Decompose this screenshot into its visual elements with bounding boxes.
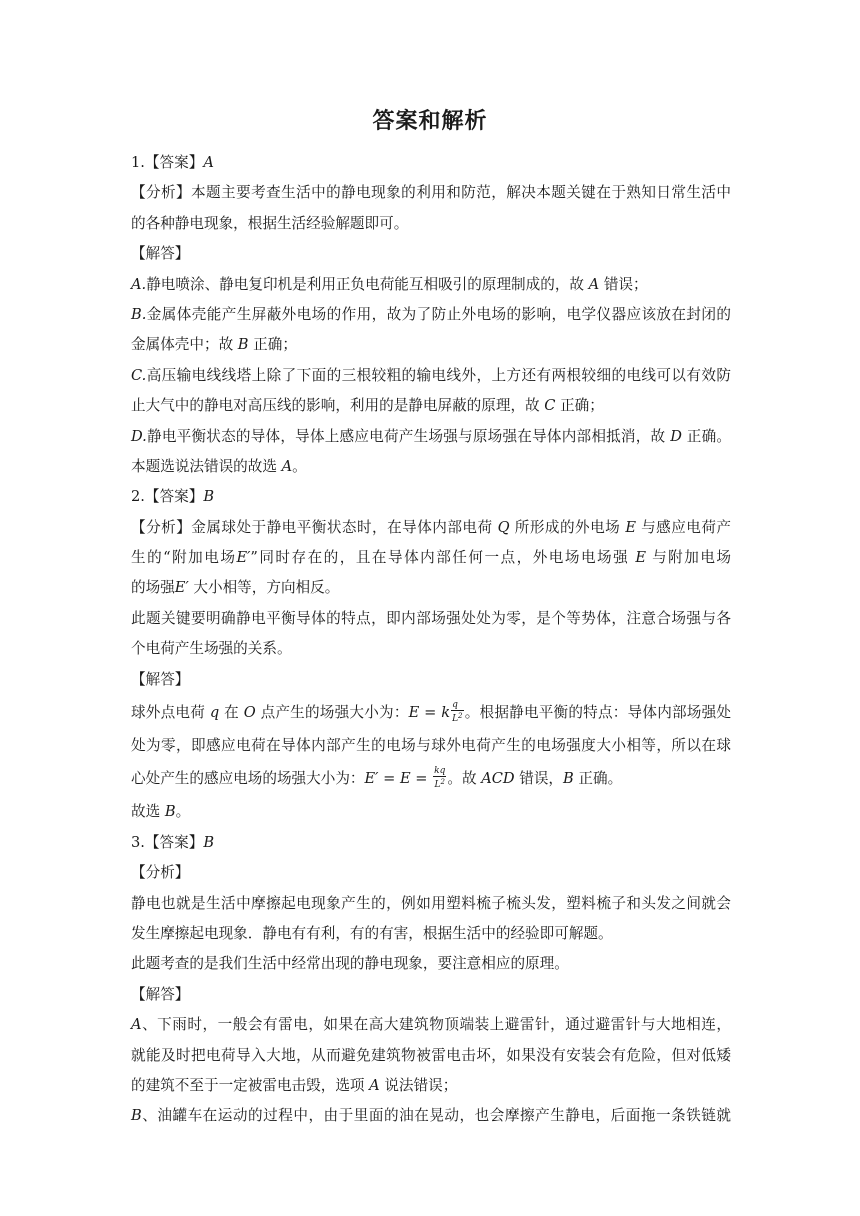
q2-answer: 2.【答案】B (131, 488, 215, 506)
q1-analysis-line: 的各种静电现象，根据生活经验解题即可。 (131, 214, 409, 232)
q2-analysis-line: 【分析】金属球处于静电平衡状态时，在导体内部电荷 Q 所形成的外电场 E 与感应电荷产 (131, 518, 731, 536)
q3-solution-line: 就能及时把电荷导入大地，从而避免建筑物被雷电击坏，如果没有安装会有危险，但对低矮 (131, 1046, 731, 1064)
q3-solution-line: 的建筑不至于一定被雷电击毁，选项 A 说法错误； (131, 1076, 458, 1094)
q2-conclusion: 故选 B。 (131, 803, 191, 821)
fraction-q-over-l2: $\frac{q}{L^2}$ (452, 700, 463, 725)
q1-analysis-line: 【分析】本题主要考查生活中的静电现象的利用和防范，解决本题关键在于熟知日常生活中 (131, 184, 731, 202)
q2-analysis-line: 个电荷产生场强的关系。 (131, 640, 292, 658)
q1-solution-line: A.静电喷涂、静电复印机是利用正负电荷能互相吸引的原理制成的，故 A 错误； (131, 275, 648, 293)
fraction-kq-over-l2: $\frac{kq}{L^2}$ (434, 766, 446, 791)
q3-solution-heading: 【解答】 (131, 985, 190, 1003)
q2-analysis-line: 生的“附加电场E′”同时存在的，且在导体内部任何一点，外电场电场强 E 与附加电场 (131, 549, 732, 567)
q3-analysis-line: 静电也就是生活中摩擦起电现象产生的，例如用塑料梳子梳头发，塑料梳子和头发之间就会 (131, 894, 731, 912)
q2-analysis-line: 此题关键要明确静电平衡导体的特点，即内部场强处处为零，是个等势体，注意合场强与各 (131, 609, 731, 627)
q3-analysis-line: 此题考查的是我们生活中经常出现的静电现象，要注意相应的原理。 (131, 955, 569, 973)
q1-solution-line: B.金属体壳能产生屏蔽外电场的作用，故为了防止外电场的影响，电学仪器应该放在封闭的 (131, 305, 731, 323)
q3-answer: 3.【答案】B (131, 833, 215, 851)
q3-solution-line: B、油罐车在运动的过程中，由于里面的油在晃动，也会摩擦产生静电，后面拖一条铁链就 (131, 1107, 731, 1125)
q1-solution-line: 止大气中的静电对高压线的影响，利用的是静电屏蔽的原理，故 C 正确； (131, 397, 604, 415)
q1-solution-line: C.高压输电线线塔上除了下面的三根较粗的输电线外，上方还有两根较细的电线可以有效防 (131, 366, 731, 384)
q3-analysis-heading: 【分析】 (131, 864, 190, 882)
q2-solution-heading: 【解答】 (131, 670, 190, 688)
q1-answer: 1.【答案】A (131, 154, 214, 171)
q1-solution-line: 金属体壳中；故 B 正确； (131, 336, 297, 354)
q2-solution-line: 球外点电荷 q 在 O 点产生的场强大小为：E = k $\frac{q}{L^2}$ 。根据静电平衡的特点：导体内部场强处 (131, 700, 732, 725)
q2-solution-line: 处为零，即感应电荷在导体内部产生的电场与球外电荷产生的电场强度大小相等，所以在球 (131, 737, 731, 755)
page-title: 答案和解析 (372, 109, 488, 134)
q3-solution-line: A、下雨时，一般会有雷电，如果在高大建筑物顶端装上避雷针，通过避雷针与大地相连， (131, 1016, 731, 1034)
q1-conclusion: 本题选说法错误的故选 A。 (131, 457, 307, 475)
q3-analysis-line: 发生摩擦起电现象．静电有有利，有的有害，根据生活中的经验即可解题。 (131, 924, 613, 942)
q1-solution-heading: 【解答】 (131, 245, 190, 263)
q2-analysis-line: 的场强E′ 大小相等，方向相反。 (131, 579, 340, 597)
q2-solution-line: 心处产生的感应电场的场强大小为：E′ = E = $\frac{kq}{L^2}$ 。故 ACD 错误，B 正确。 (131, 766, 623, 791)
q1-solution-line: D.静电平衡状态的导体，导体上感应电荷产生场强与原场强在导体内部相抵消，故 D 正确。 (131, 427, 731, 445)
answer-body (131, 148, 731, 1132)
